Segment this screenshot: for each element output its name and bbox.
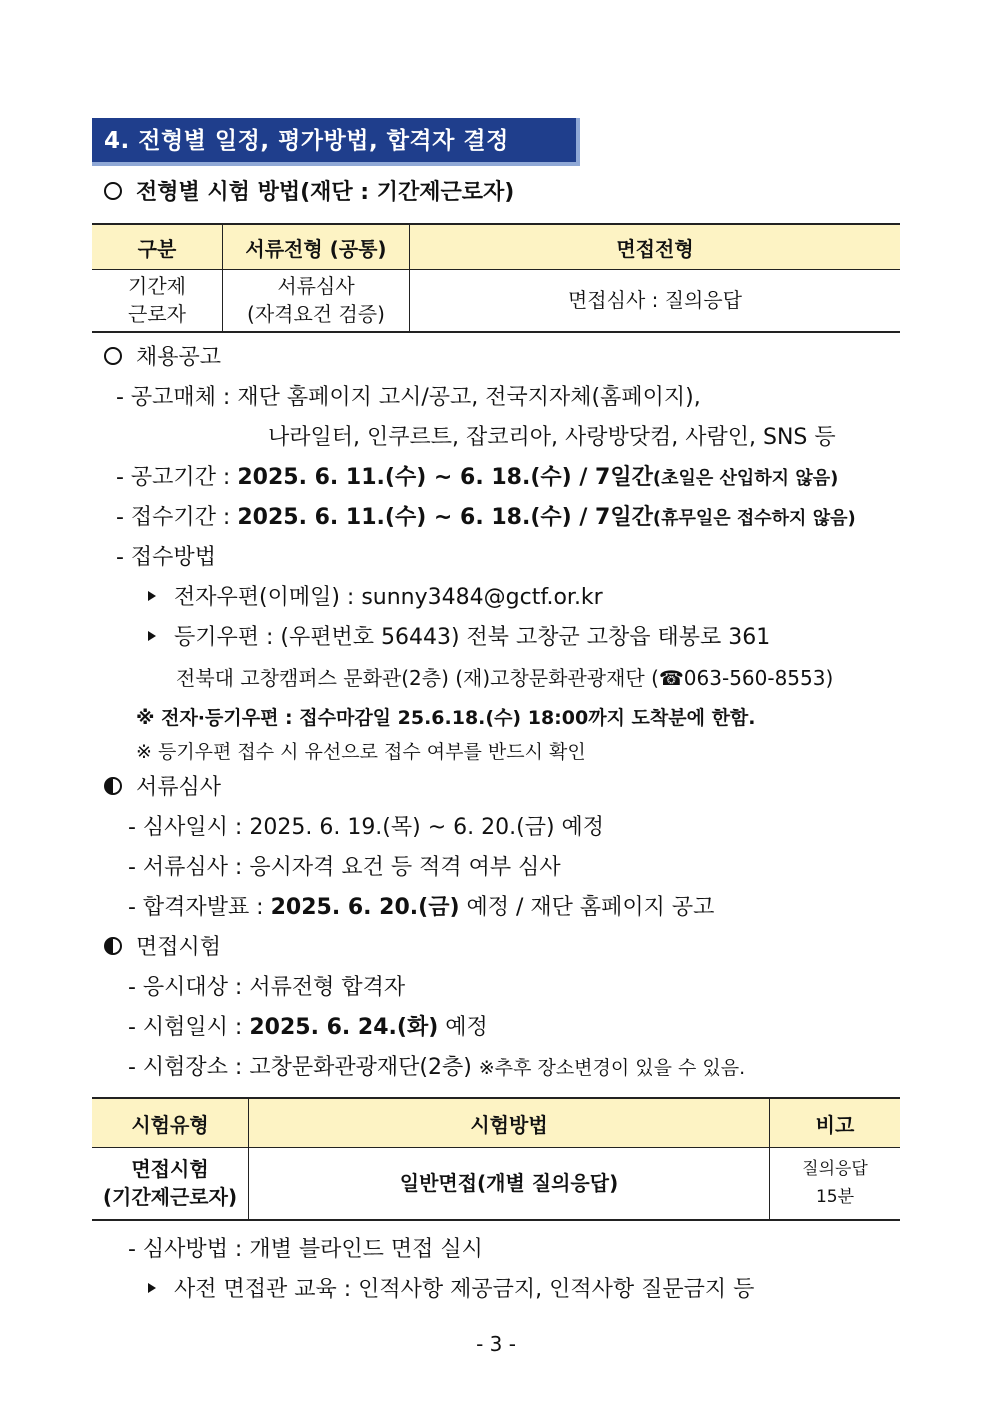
interview-target: - 응시대상 : 서류전형 합격자: [128, 975, 406, 1000]
recruit-media: - 공고매체 : 재단 홈페이지 고시/공고, 전국지자체(홈페이지),: [116, 385, 701, 410]
recruit-post-line2: 전북대 고창캠퍼스 문화관(2층) (재)고창문화관광재단 (☎063-560-8553): [176, 666, 834, 690]
table-cell: 면접심사 : 질의응답: [410, 270, 901, 332]
bullet-circle-icon: [104, 347, 122, 365]
interview-heading: 면접시험: [104, 933, 221, 963]
table-cell: 기간제 근로자: [92, 270, 223, 332]
table-cell: 질의응답 15분: [770, 1148, 901, 1220]
interview-review-method: - 심사방법 : 개별 블라인드 면접 실시: [128, 1237, 483, 1262]
recruit-receipt: - 접수기간 : 2025. 6. 11.(수) ~ 6. 18.(수) / 7일간(휴무일은 접수하지 않음): [116, 505, 856, 530]
table-cell: 서류심사 (자격요건 검증): [223, 270, 410, 332]
bullet-triangle-icon: [148, 631, 156, 641]
recruit-email: 전자우편(이메일) : sunny3484@gctf.or.kr: [148, 583, 603, 613]
section-title: 4. 전형별 일정, 평가방법, 합격자 결정: [92, 118, 580, 166]
interview-place: - 시험장소 : 고창문화관광재단(2층) ※추후 장소변경이 있을 수 있음.: [128, 1055, 746, 1080]
table-header: 구분: [92, 224, 223, 270]
recruit-heading: 채용공고: [104, 343, 221, 373]
table-header: 시험방법: [249, 1098, 770, 1148]
interview-table: [92, 1097, 900, 1221]
page-number: - 3 -: [476, 1332, 516, 1356]
table-cell: 면접시험 (기간제근로자): [92, 1148, 249, 1220]
table-header: 면접전형: [410, 224, 901, 270]
docs-announce: - 합격자발표 : 2025. 6. 20.(금) 예정 / 재단 홈페이지 공고: [128, 895, 715, 920]
docs-heading: 서류심사: [104, 773, 221, 803]
bullet-half-circle-icon: [104, 777, 122, 795]
interview-training: 사전 면접관 교육 : 인적사항 제공금지, 인적사항 질문금지 등: [148, 1275, 754, 1305]
recruit-note-2: ※ 등기우편 접수 시 유선으로 접수 여부를 반드시 확인: [136, 741, 586, 763]
recruit-post: 등기우편 : (우편번호 56443) 전북 고창군 고창읍 태봉로 361: [148, 623, 770, 653]
bullet-circle-icon: [104, 182, 122, 200]
bullet-triangle-icon: [148, 1283, 156, 1293]
table-header: 시험유형: [92, 1098, 249, 1148]
docs-review: - 서류심사 : 응시자격 요건 등 적격 여부 심사: [128, 855, 561, 880]
bullet-triangle-icon: [148, 591, 156, 601]
table-header: 비고: [770, 1098, 901, 1148]
recruit-how: - 접수방법: [116, 545, 216, 570]
recruit-period: - 공고기간 : 2025. 6. 11.(수) ~ 6. 18.(수) / 7일간(초일은 산입하지 않음): [116, 465, 839, 490]
bullet-half-circle-icon: [104, 937, 122, 955]
table-header: 서류전형 (공통): [223, 224, 410, 270]
method-table: [92, 223, 900, 333]
recruit-note-1: ※ 전자·등기우편 : 접수마감일 25.6.18.(수) 18:00까지 도착분에 한함.: [136, 707, 756, 729]
method-heading: 전형별 시험 방법(재단 : 기간제근로자): [104, 178, 514, 208]
table-cell: 일반면접(개별 질의응답): [249, 1148, 770, 1220]
interview-date: - 시험일시 : 2025. 6. 24.(화) 예정: [128, 1015, 488, 1040]
recruit-media-line2: 나라일터, 인쿠르트, 잡코리아, 사랑방닷컴, 사람인, SNS 등: [268, 425, 836, 450]
docs-date: - 심사일시 : 2025. 6. 19.(목) ~ 6. 20.(금) 예정: [128, 815, 605, 840]
